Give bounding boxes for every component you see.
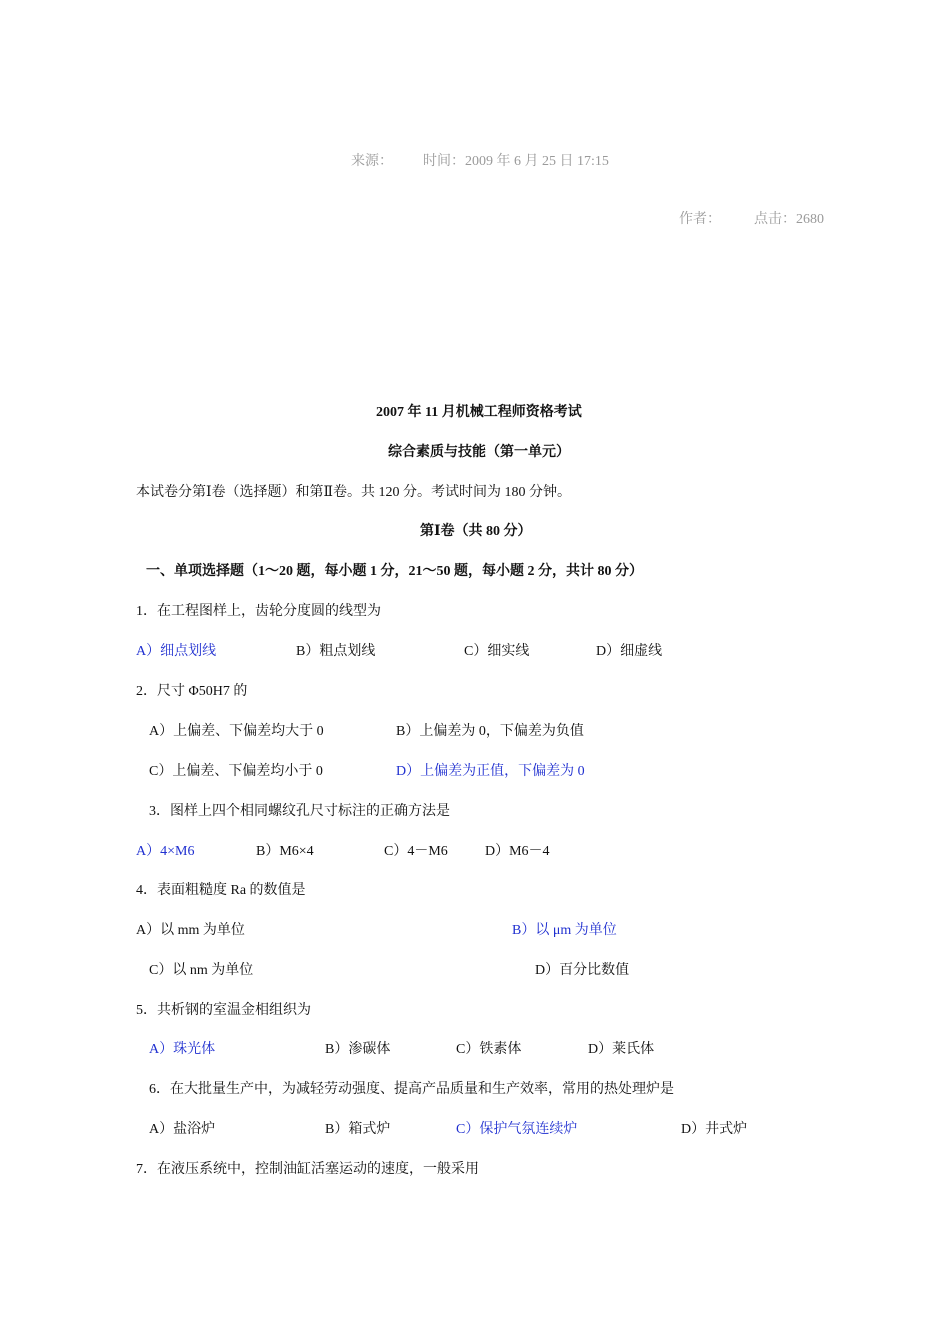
question-3-stem: 3．图样上四个相同螺纹孔尺寸标注的正确方法是 bbox=[149, 804, 450, 819]
question-6-option-b: B）箱式炉 bbox=[325, 1122, 391, 1137]
question-7-stem: 7．在液压系统中，控制油缸活塞运动的速度，一般采用 bbox=[136, 1162, 479, 1177]
click-count: 点击：2680 bbox=[754, 212, 824, 227]
question-2-option-a: A）上偏差、下偏差均大于 0 bbox=[149, 724, 324, 739]
question-1-option-a: A）细点划线 bbox=[136, 644, 217, 659]
author-label: 作者： bbox=[679, 212, 721, 227]
question-1-option-b: B）粗点划线 bbox=[296, 644, 376, 659]
question-1-option-d: D）细虚线 bbox=[596, 644, 663, 659]
exam-title: 2007 年 11 月机械工程师资格考试 bbox=[376, 405, 582, 420]
question-5-stem: 5．共析钢的室温金相组织为 bbox=[136, 1003, 311, 1018]
source-label: 来源： bbox=[351, 154, 393, 169]
question-3-option-d: D）M6－4 bbox=[485, 844, 550, 859]
question-2-option-b: B）上偏差为 0，下偏差为负值 bbox=[396, 724, 584, 739]
question-3-option-a: A）4×M6 bbox=[136, 844, 195, 859]
question-6-option-c: C）保护气氛连续炉 bbox=[456, 1122, 578, 1137]
question-2-option-c: C）上偏差、下偏差均小于 0 bbox=[149, 764, 323, 779]
question-5-option-b: B）渗碳体 bbox=[325, 1042, 391, 1057]
question-5-option-d: D）莱氏体 bbox=[588, 1042, 655, 1057]
question-5-option-a: A）珠光体 bbox=[149, 1042, 216, 1057]
question-2-option-d: D）上偏差为正值，下偏差为 0 bbox=[396, 764, 585, 779]
question-1-stem: 1．在工程图样上，齿轮分度圆的线型为 bbox=[136, 604, 381, 619]
question-4-option-b: B）以 μm 为单位 bbox=[512, 923, 617, 938]
question-3-option-c: C）4－M6 bbox=[384, 844, 448, 859]
question-3-option-b: B）M6×4 bbox=[256, 844, 314, 859]
question-2-stem: 2．尺寸 Φ50H7 的 bbox=[136, 684, 248, 699]
question-4-option-d: D）百分比数值 bbox=[535, 963, 630, 978]
question-6-option-a: A）盐浴炉 bbox=[149, 1122, 216, 1137]
question-4-option-a: A）以 mm 为单位 bbox=[136, 923, 245, 938]
question-5-option-c: C）铁素体 bbox=[456, 1042, 522, 1057]
question-4-option-c: C）以 nm 为单位 bbox=[149, 963, 254, 978]
question-6-stem: 6．在大批量生产中，为减轻劳动强度、提高产品质量和生产效率，常用的热处理炉是 bbox=[149, 1082, 674, 1097]
section-title: 一、单项选择题（1～20 题，每小题 1 分，21～50 题，每小题 2 分，共计 80 分） bbox=[146, 564, 643, 579]
part-title: 第Ⅰ卷（共 80 分） bbox=[420, 524, 532, 539]
publish-time: 时间：2009 年 6 月 25 日 17:15 bbox=[423, 154, 609, 169]
exam-intro: 本试卷分第Ⅰ卷（选择题）和第Ⅱ卷。共 120 分。考试时间为 180 分钟。 bbox=[136, 485, 572, 500]
question-4-stem: 4．表面粗糙度 Ra 的数值是 bbox=[136, 883, 306, 898]
question-6-option-d: D）井式炉 bbox=[681, 1122, 748, 1137]
question-1-option-c: C）细实线 bbox=[464, 644, 530, 659]
exam-subtitle: 综合素质与技能（第一单元） bbox=[388, 445, 570, 460]
